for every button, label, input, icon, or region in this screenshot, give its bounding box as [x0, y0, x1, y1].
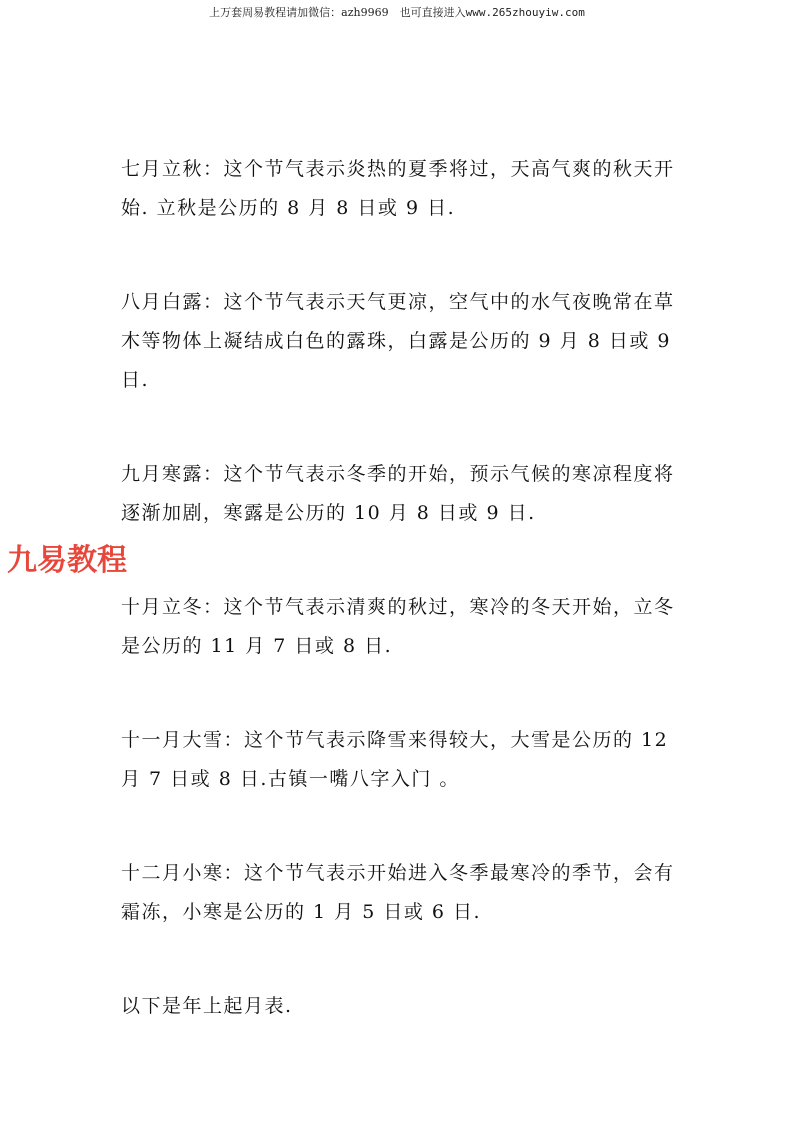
paragraph-liqiu: 七月立秋：这个节气表示炎热的夏季将过，天高气爽的秋天开始. 立秋是公历的 8 月 8 日或 9 日.	[121, 158, 675, 219]
paragraph-lidong: 十月立冬：这个节气表示清爽的秋过，寒冷的冬天开始，立冬是公历的 11 月 7 日或 8 日.	[121, 596, 675, 657]
paragraph-daxue: 十一月大雪：这个节气表示降雪来得较大，大雪是公历的 12 月 7 日或 8 日.古镇一嘴八字入门 。	[121, 729, 669, 790]
watermark-logo: 九易教程	[7, 543, 127, 578]
header-text: 上万套周易教程请加微信：azh9969 也可直接进入	[209, 6, 466, 19]
page-header	[0, 6, 794, 20]
paragraph-table-intro: 以下是年上起月表.	[121, 995, 293, 1017]
paragraph-hanlu: 九月寒露：这个节气表示冬季的开始，预示气候的寒凉程度将逐渐加剧，寒露是公历的 10 月 8 日或 9 日.	[121, 463, 675, 524]
paragraph-xiaohan: 十二月小寒：这个节气表示开始进入冬季最寒冷的季节，会有霜冻，小寒是公历的 1 月 5 日或 6 日.	[121, 862, 675, 923]
header-url: www.265zhouyiw.com	[465, 6, 585, 19]
paragraph-bailu: 八月白露：这个节气表示天气更凉，空气中的水气夜晚常在草木等物体上凝结成白色的露珠，白露是公历的 9 月 8 日或 9 日.	[121, 291, 675, 391]
document-body	[121, 150, 677, 1081]
